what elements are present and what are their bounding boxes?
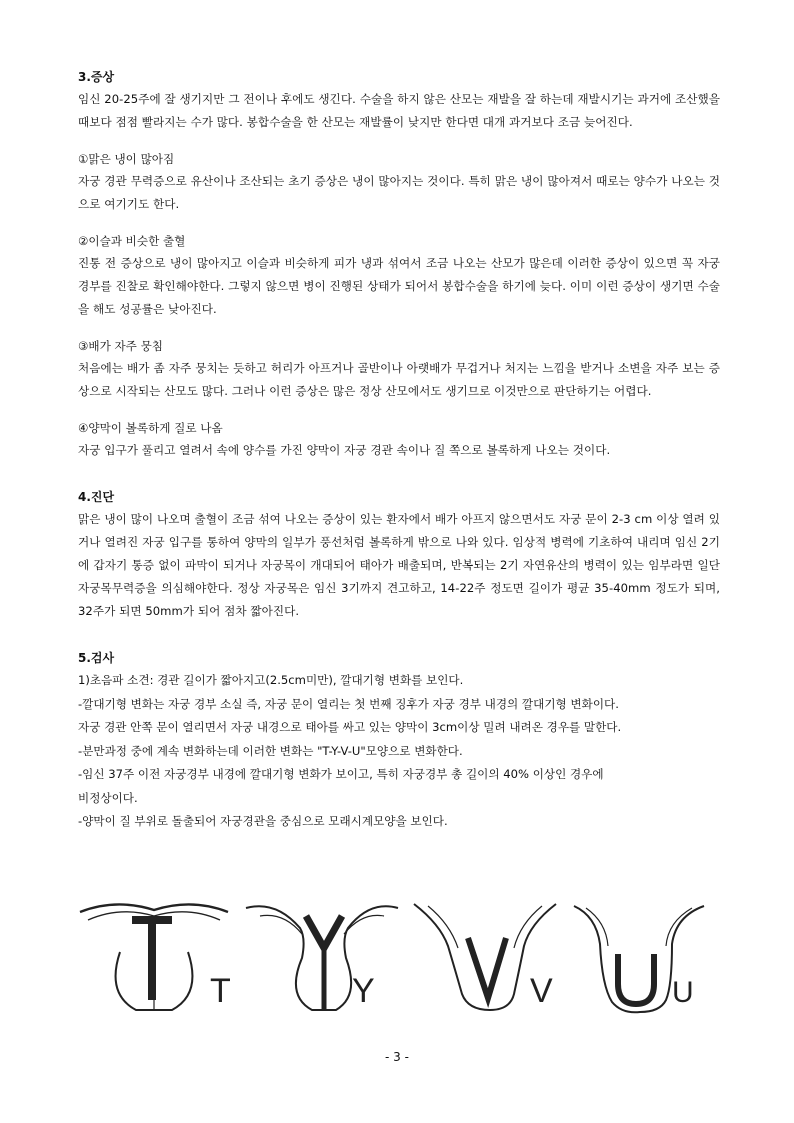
exam-line-4: -분만과정 중에 계속 변화하는데 이러한 변화는 "T-Y-V-U"모양으로 변화한다. — [78, 743, 463, 758]
symptom-3-title: ③배가 자주 뭉침 — [78, 339, 163, 353]
section-heading-symptoms: 3.증상 — [78, 70, 115, 84]
exam-line-3: 자궁 경관 안쪽 문이 열리면서 자궁 내경으로 태아를 싸고 있는 양막이 3cm이상 밀려 내려온 경우를 말한다. — [78, 720, 622, 734]
u-shape-diagram — [568, 894, 718, 1018]
exam-line-6: 비정상이다. — [78, 790, 138, 805]
symptom-2-text: 진통 전 증상으로 냉이 많아지고 이슬과 비슷하게 피가 냉과 섞여서 조금 나오는 산모가 많은데 이러한 증상이 있으면 꼭 자궁 경부를 진찰로 확인해야한다. 그렇지 않으면 병이 진행된 상태가 되어서 봉합수술을 하기에 늦다. 이미 이런 증상이 생기면 수술을 해도 성공률은 낮아진다. — [78, 256, 720, 316]
v-shape-diagram — [406, 894, 564, 1018]
figure-label-y: Y — [352, 972, 375, 1010]
y-shape-diagram — [240, 894, 402, 1018]
exam-line-1: 1)초음파 소견: 경관 길이가 짧아지고(2.5cm미만), 깔대기형 변화를 보인다. — [78, 673, 464, 687]
page-number: - 3 - — [385, 1050, 409, 1064]
symptom-4-title: ④양막이 볼록하게 질로 나옴 — [78, 421, 223, 435]
figure-label-u: U — [672, 976, 694, 1009]
figure-label-t: T — [210, 972, 231, 1010]
exam-line-5: -임신 37주 이전 자궁경부 내경에 깔대기형 변화가 보이고, 특히 자궁경부 총 길이의 40% 이상인 경우에 — [78, 767, 604, 781]
exam-line-7: -양막이 질 부위로 돌출되어 자궁경관을 중심으로 모래시계모양을 보인다. — [78, 814, 448, 828]
section-heading-diagnosis: 4.진단 — [78, 490, 115, 504]
symptom-3-text: 처음에는 배가 좀 자주 뭉치는 듯하고 허리가 아프거나 골반이나 아랫배가 무겁거나 처지는 느낌을 받거나 소변을 자주 보는 증상으로 시작되는 산모도 많다. 그러나 이런 증상은 많은 정상 산모에서도 생기므로 이것만으로 판단하기는 어렵다. — [78, 361, 720, 398]
exam-line-2: -깔대기형 변화는 자궁 경부 소실 즉, 자궁 문이 열리는 첫 번째 징후가 자궁 경부 내경의 깔대기형 변화이다. — [78, 696, 619, 711]
figure-label-v: V — [530, 972, 553, 1010]
symptom-4-text: 자궁 입구가 풀리고 열려서 속에 양수를 가진 양막이 자궁 경관 속이나 질 쪽으로 볼록하게 나오는 것이다. — [78, 443, 611, 457]
figure-y-shape — [240, 894, 402, 1018]
diagnosis-paragraph: 맑은 냉이 많이 나오며 출혈이 조금 섞여 나오는 증상이 있는 환자에서 배가 아프지 않으면서도 자궁 문이 2-3 cm 이상 열려 있거나 열려진 자궁 입구를 통하여 양막의 일부가 풍선처럼 볼록하게 밖으로 나와 있다. 임상적 병력에 기초하여 내리며 임신 2기에 갑자기 통증 없이 파막이 되거나 자궁목이 개대되어 태아가 배출되며, 반복되는 2기 자연유산의 병력이 있는 임부라면 일단 자궁목무력증을 의심해야한다. 정상 자궁목은 임신 3기까지 견고하고, 14-22주 정도면 길이가 평균 35-40mm 정도가 되며, 32주가 되면 50mm가 되어 점차 짧아진다. — [78, 512, 720, 618]
t-shape-diagram — [76, 894, 236, 1018]
figure-v-shape — [406, 894, 564, 1018]
document-body — [78, 66, 720, 834]
figure-t-shape — [76, 894, 236, 1018]
figure-u-shape — [568, 894, 718, 1018]
symptoms-intro-paragraph: 임신 20-25주에 잘 생기지만 그 전이나 후에도 생긴다. 수술을 하지 않은 산모는 재발을 잘 하는데 재발시기는 과거에 조산했을 때보다 점점 빨라지는 수가 많다. 봉합수술을 한 산모는 재발률이 낮지만 한다면 대개 과거보다 조금 늦어진다. — [78, 92, 720, 129]
symptom-1-text: 자궁 경관 무력증으로 유산이나 조산되는 초기 증상은 냉이 많아지는 것이다. 특히 맑은 냉이 많아져서 때로는 양수가 나오는 것으로 여기기도 한다. — [78, 174, 720, 211]
symptom-2-title: ②이슬과 비슷한 출혈 — [78, 234, 186, 248]
symptom-1-title: ①맑은 냉이 많아짐 — [78, 152, 175, 166]
cervix-funneling-figures — [76, 894, 718, 1020]
section-heading-exam: 5.검사 — [78, 651, 115, 665]
